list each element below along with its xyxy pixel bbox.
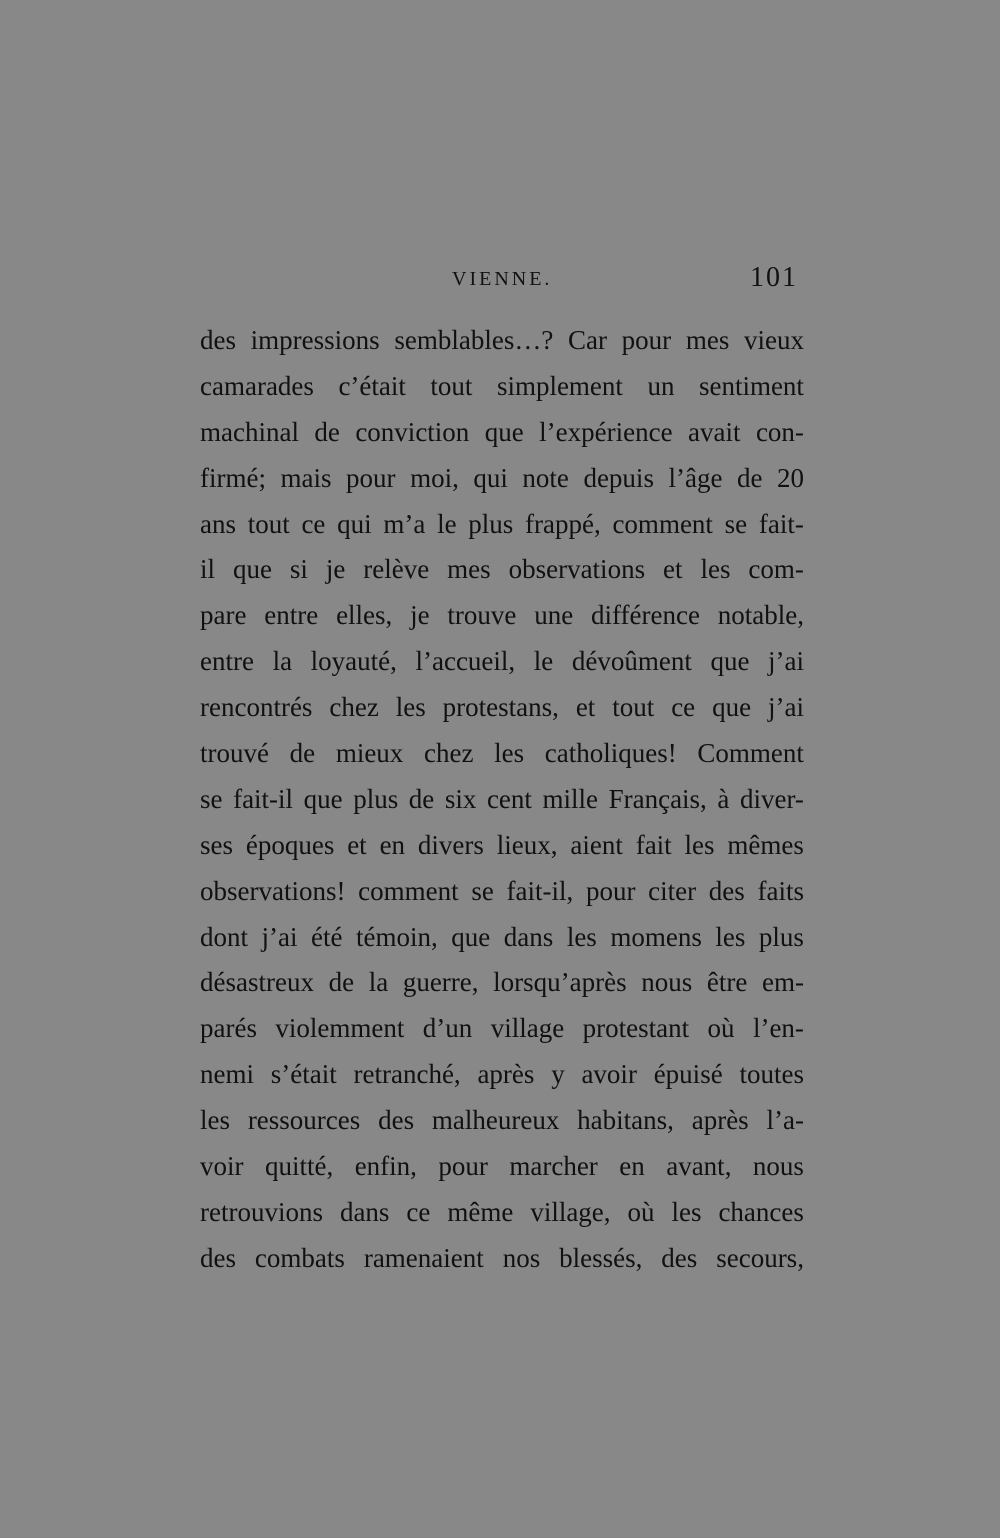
word: note — [522, 462, 569, 493]
word: nous — [641, 967, 693, 998]
word: voir — [200, 1151, 244, 1182]
word: six — [444, 783, 477, 814]
text-line — [200, 1190, 804, 1236]
word: le — [437, 508, 457, 539]
word: malheureux — [431, 1105, 560, 1136]
word: divers — [417, 829, 484, 860]
word: l’accueil, — [415, 646, 516, 677]
word: plus — [468, 508, 514, 539]
word: de — [408, 783, 435, 814]
word: em- — [761, 967, 804, 998]
text-line — [200, 685, 804, 731]
word: secours, — [716, 1242, 804, 1273]
word: ressources — [247, 1105, 361, 1136]
word: diver- — [739, 783, 804, 814]
word: nous — [752, 1151, 804, 1182]
word: moi, — [410, 462, 459, 493]
word: cent — [486, 783, 532, 814]
word: que — [712, 692, 752, 723]
word: Car — [568, 325, 607, 355]
text-line — [200, 456, 804, 502]
word: observations! — [200, 875, 346, 906]
word: épuisé — [653, 1059, 723, 1090]
text-line — [200, 502, 804, 548]
running-head — [200, 262, 800, 302]
word: pour — [346, 462, 396, 493]
word: en — [379, 829, 406, 860]
word: de — [289, 738, 316, 769]
word: tout — [430, 370, 473, 401]
word: trouvé — [200, 738, 269, 769]
body-text — [200, 318, 804, 1282]
word: rencontrés — [200, 692, 313, 723]
word: de — [314, 416, 340, 447]
word: dans — [339, 1196, 390, 1227]
word: enfin, — [354, 1151, 417, 1182]
word: se — [200, 783, 223, 814]
word: les — [700, 554, 731, 585]
word: simplement — [496, 370, 623, 401]
word: dont — [200, 921, 249, 952]
word: aient — [570, 829, 623, 860]
text-line — [200, 1006, 804, 1052]
text-line — [200, 1236, 804, 1282]
word: l’en- — [752, 1013, 804, 1044]
word: impressions — [250, 325, 380, 355]
text-line — [200, 318, 804, 364]
word: l’a- — [766, 1105, 804, 1136]
word: époques — [245, 829, 335, 860]
word: les — [494, 738, 525, 769]
word: combats — [254, 1242, 345, 1273]
word: Comment — [697, 738, 804, 769]
word: se — [471, 875, 494, 906]
word: la — [368, 967, 389, 998]
word: avant, — [666, 1151, 732, 1182]
word: s’était — [270, 1059, 337, 1090]
word: conviction — [355, 416, 470, 447]
word: été — [311, 921, 343, 952]
word: m’a — [383, 508, 426, 539]
word: frappé, — [525, 508, 601, 539]
word: d’un — [422, 1013, 473, 1044]
word: même — [447, 1196, 514, 1227]
word: et — [347, 829, 367, 860]
word: village — [490, 1013, 565, 1044]
word: loyauté, — [310, 646, 397, 677]
word: mêmes — [727, 829, 804, 860]
word: quitté, — [264, 1151, 334, 1182]
text-line — [200, 1052, 804, 1098]
word: trouve — [447, 600, 517, 631]
word: depuis — [583, 462, 654, 493]
word: à — [717, 783, 730, 814]
word: des — [378, 1105, 415, 1136]
text-line — [200, 869, 804, 915]
word: tout — [612, 692, 655, 723]
word: faits — [757, 875, 804, 906]
text-line — [200, 639, 804, 685]
word: j’ai — [767, 692, 804, 723]
text-line — [200, 823, 804, 869]
word: l’expérience — [539, 416, 673, 447]
word: le — [533, 646, 554, 677]
page-number: 101 — [750, 262, 798, 293]
word: les — [566, 921, 597, 952]
word: nos — [502, 1242, 541, 1273]
word: que — [232, 554, 272, 585]
word: nemi — [200, 1059, 254, 1090]
word: mes — [685, 325, 730, 355]
word: en — [619, 1151, 645, 1182]
word: ce — [406, 1196, 431, 1227]
word: différence — [591, 600, 700, 631]
word: où — [707, 1013, 735, 1044]
text-line — [200, 593, 804, 639]
word: catholiques! — [544, 738, 677, 769]
running-title: VIENNE. — [452, 268, 553, 290]
word: camarades — [200, 370, 314, 401]
word: fait-il — [233, 783, 294, 814]
word: de — [736, 462, 763, 493]
word: protestans, — [442, 692, 559, 723]
word: pour — [585, 875, 636, 906]
text-line — [200, 547, 804, 593]
word: mais — [280, 462, 332, 493]
word: que — [710, 646, 750, 677]
word: les — [671, 1196, 702, 1227]
word: la — [272, 646, 293, 677]
word: je — [325, 554, 346, 585]
word: chez — [329, 692, 379, 723]
word: je — [410, 600, 430, 631]
word: des — [661, 1242, 698, 1273]
word: il — [200, 554, 216, 585]
word: blessés, — [559, 1242, 643, 1273]
text-line — [200, 364, 804, 410]
word: les — [395, 692, 426, 723]
word: com- — [748, 554, 804, 585]
text-line — [200, 915, 804, 961]
word: retrouvions — [200, 1196, 323, 1227]
word: comment — [358, 875, 459, 906]
word: dans — [503, 921, 554, 952]
word: après — [477, 1059, 535, 1090]
word: firmé; — [200, 462, 266, 493]
word: comment — [612, 508, 713, 539]
word: fait- — [758, 508, 804, 539]
word: avait — [688, 416, 741, 447]
text-line — [200, 410, 804, 456]
word: y — [551, 1059, 565, 1090]
word: les — [684, 829, 715, 860]
word: après — [691, 1105, 749, 1136]
word: notable, — [717, 600, 804, 631]
word: con- — [755, 416, 804, 447]
word: ramenaient — [363, 1242, 484, 1273]
word: entre — [200, 646, 254, 677]
word: tout — [247, 508, 290, 539]
text-line — [200, 960, 804, 1006]
word: pour — [621, 325, 672, 355]
word: ses — [200, 829, 233, 860]
word: que — [451, 921, 491, 952]
word: j’ai — [261, 921, 298, 952]
word: être — [706, 967, 748, 998]
word: ce — [671, 692, 696, 723]
text-line — [200, 1098, 804, 1144]
word: elles, — [336, 600, 393, 631]
word: habitans, — [577, 1105, 674, 1136]
word: ans — [200, 508, 236, 539]
word: 20 — [777, 462, 804, 493]
word: que — [303, 783, 343, 814]
word: lieux, — [496, 829, 558, 860]
word: avoir — [581, 1059, 637, 1090]
word: désastreux — [200, 967, 314, 998]
word: toutes — [739, 1059, 804, 1090]
text-line — [200, 731, 804, 777]
word: chez — [423, 738, 474, 769]
word: des — [200, 1242, 236, 1273]
word: j’ai — [768, 646, 804, 677]
word: chances — [718, 1196, 804, 1227]
word: un — [647, 370, 675, 401]
word: fait — [635, 829, 672, 860]
word: citer — [648, 875, 697, 906]
word: et — [663, 554, 683, 585]
word: pare — [200, 600, 247, 631]
word: parés — [200, 1013, 257, 1044]
word: et — [575, 692, 596, 723]
word: qui — [337, 508, 372, 539]
word: les — [200, 1105, 230, 1136]
word: une — [534, 600, 574, 631]
word: sentiment — [698, 370, 804, 401]
word: des — [200, 325, 236, 355]
word: relève — [363, 554, 430, 585]
word: ce — [301, 508, 326, 539]
word: pour — [438, 1151, 488, 1182]
word: mes — [447, 554, 491, 585]
word: que — [484, 416, 524, 447]
word: guerre, — [402, 967, 479, 998]
word: retranché, — [353, 1059, 461, 1090]
word: entre — [264, 600, 319, 631]
word: dévoûment — [571, 646, 692, 677]
word: lorsqu’après — [493, 967, 627, 998]
word: marcher — [509, 1151, 598, 1182]
text-line — [200, 777, 804, 823]
word: se — [724, 508, 748, 539]
word: machinal — [200, 416, 299, 447]
word: des — [708, 875, 745, 906]
word: plus — [758, 921, 804, 952]
word: mille — [542, 783, 599, 814]
word: observations — [508, 554, 646, 585]
word: qui — [473, 462, 508, 493]
word: si — [289, 554, 308, 585]
word: les — [715, 921, 746, 952]
word: de — [328, 967, 355, 998]
word: fait-il, — [506, 875, 574, 906]
word: témoin, — [356, 921, 438, 952]
word: mieux — [335, 738, 404, 769]
word: violemment — [275, 1013, 405, 1044]
word: semblables…? — [394, 325, 554, 355]
word: l’âge — [668, 462, 723, 493]
word: village, — [530, 1196, 611, 1227]
word: vieux — [744, 325, 804, 355]
word: Français, — [608, 783, 707, 814]
word: plus — [353, 783, 399, 814]
word: c’était — [338, 370, 406, 401]
word: où — [627, 1196, 655, 1227]
word: momens — [610, 921, 702, 952]
text-line — [200, 1144, 804, 1190]
word: protestant — [582, 1013, 690, 1044]
